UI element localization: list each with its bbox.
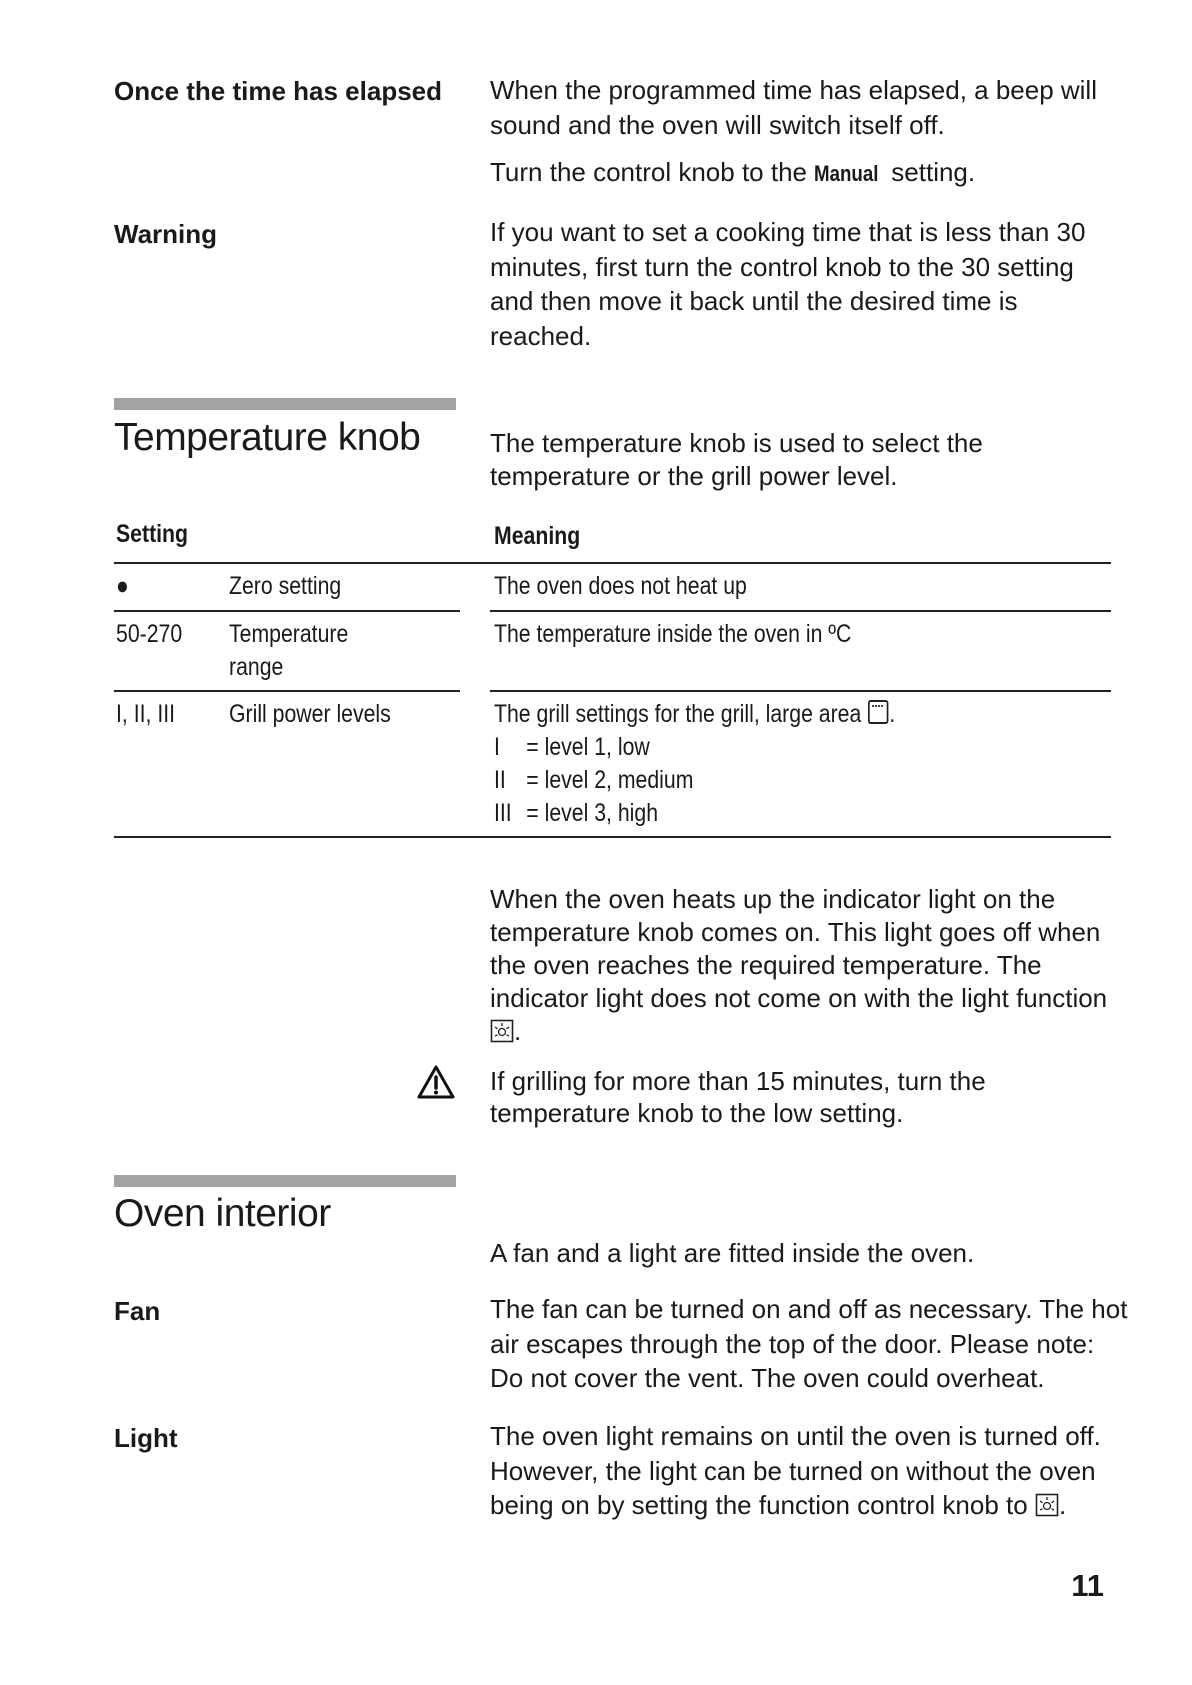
- grill-level-3: [494, 797, 658, 830]
- elapsed-text: [490, 73, 1130, 192]
- level-key: III: [494, 799, 512, 827]
- elapsed-label: Once the time has elapsed: [114, 76, 443, 106]
- interior-intro: A fan and a light are fitted inside the oven.: [490, 1238, 975, 1268]
- grill-large-area-icon: [867, 699, 889, 734]
- light-text: The oven light remains on until the oven is turned off. However, the light can be turned on without the oven being on by setting the function control knob to .: [490, 1419, 1130, 1526]
- section-bar-interior: [114, 1175, 456, 1187]
- warning-triangle-icon: [416, 1064, 456, 1105]
- row-temp-symbol: 50-270: [116, 620, 183, 648]
- temperature-knob-title: Temperature knob: [114, 416, 421, 459]
- elapsed-paragraph: When the programmed time has elapsed, a beep will sound and the oven will switch itself off.: [490, 75, 1097, 140]
- row-temp-name-2: range: [229, 653, 284, 681]
- header-setting: Setting: [116, 520, 189, 548]
- level-key: II: [494, 766, 506, 794]
- header-meaning: Meaning: [494, 522, 581, 550]
- level-value: = level 1, low: [526, 733, 650, 761]
- section-bar-temperature: [114, 398, 456, 410]
- temperature-intro: The temperature knob is used to select the temperature or the grill power level.: [490, 428, 983, 491]
- row-rule: [114, 690, 460, 692]
- manual-word: Manual: [814, 161, 879, 186]
- oven-interior-title: Oven interior: [114, 1192, 331, 1235]
- level-value: = level 3, high: [526, 799, 659, 827]
- row-rule: [114, 610, 460, 612]
- oven-light-icon: [1035, 1491, 1059, 1526]
- manual-suffix: setting.: [891, 157, 976, 187]
- grill-level-1: [494, 731, 650, 764]
- indicator-text: When the oven heats up the indicator light on the temperature knob comes on. This light goes off when the oven reaches the required temperature. The indicator light does not come on with the light function .: [490, 883, 1130, 1051]
- manual-paragraph: [490, 155, 1130, 192]
- row-grill-meaning: The grill settings for the grill, large area .: [494, 698, 895, 734]
- fan-text: The fan can be turned on and off as necessary. The hot air escapes through the top of the door. Please note: Do not cover the vent. The oven could overheat.: [490, 1294, 1128, 1393]
- fan-label: Fan: [114, 1296, 161, 1326]
- manual-prefix: Turn the control knob to the: [490, 157, 808, 187]
- row-grill-symbol: I, II, III: [116, 700, 176, 728]
- level-value: = level 2, medium: [526, 766, 694, 794]
- grill-level-2: [494, 764, 693, 797]
- row-zero-name: Zero setting: [229, 572, 342, 600]
- caution-text: If grilling for more than 15 minutes, turn the temperature knob to the low setting.: [490, 1066, 986, 1128]
- row-zero-meaning: The oven does not heat up: [494, 572, 747, 600]
- level-key: I: [494, 733, 500, 761]
- row-rule: [490, 610, 1111, 612]
- light-label: Light: [114, 1423, 178, 1453]
- table-rule: [114, 562, 1111, 564]
- row-temp-name-1: Temperature: [229, 620, 349, 648]
- oven-light-icon: [490, 1018, 514, 1051]
- page-number: 11: [1071, 1568, 1104, 1603]
- indicator-paragraph: When the oven heats up the indicator light on the temperature knob comes on. This light goes off when the oven reaches the required temperature. The indicator light does not come on with the light function: [490, 884, 1108, 1013]
- light-paragraph: The oven light remains on until the oven is turned off. However, the light can be turned on without the oven being on by setting the function control knob to: [490, 1421, 1101, 1520]
- row-grill-meaning-text: The grill settings for the grill, large area: [494, 700, 862, 728]
- row-grill-name: Grill power levels: [229, 700, 391, 728]
- row-temp-meaning: The temperature inside the oven in ºC: [494, 620, 852, 648]
- row-zero-symbol: ●: [116, 572, 129, 600]
- row-rule: [490, 690, 1111, 692]
- warning-label: Warning: [114, 219, 218, 249]
- warning-text: If you want to set a cooking time that is less than 30 minutes, first turn the control knob to the 30 setting and then move it back until the desired time is reached.: [490, 217, 1086, 351]
- table-rule: [114, 836, 1111, 838]
